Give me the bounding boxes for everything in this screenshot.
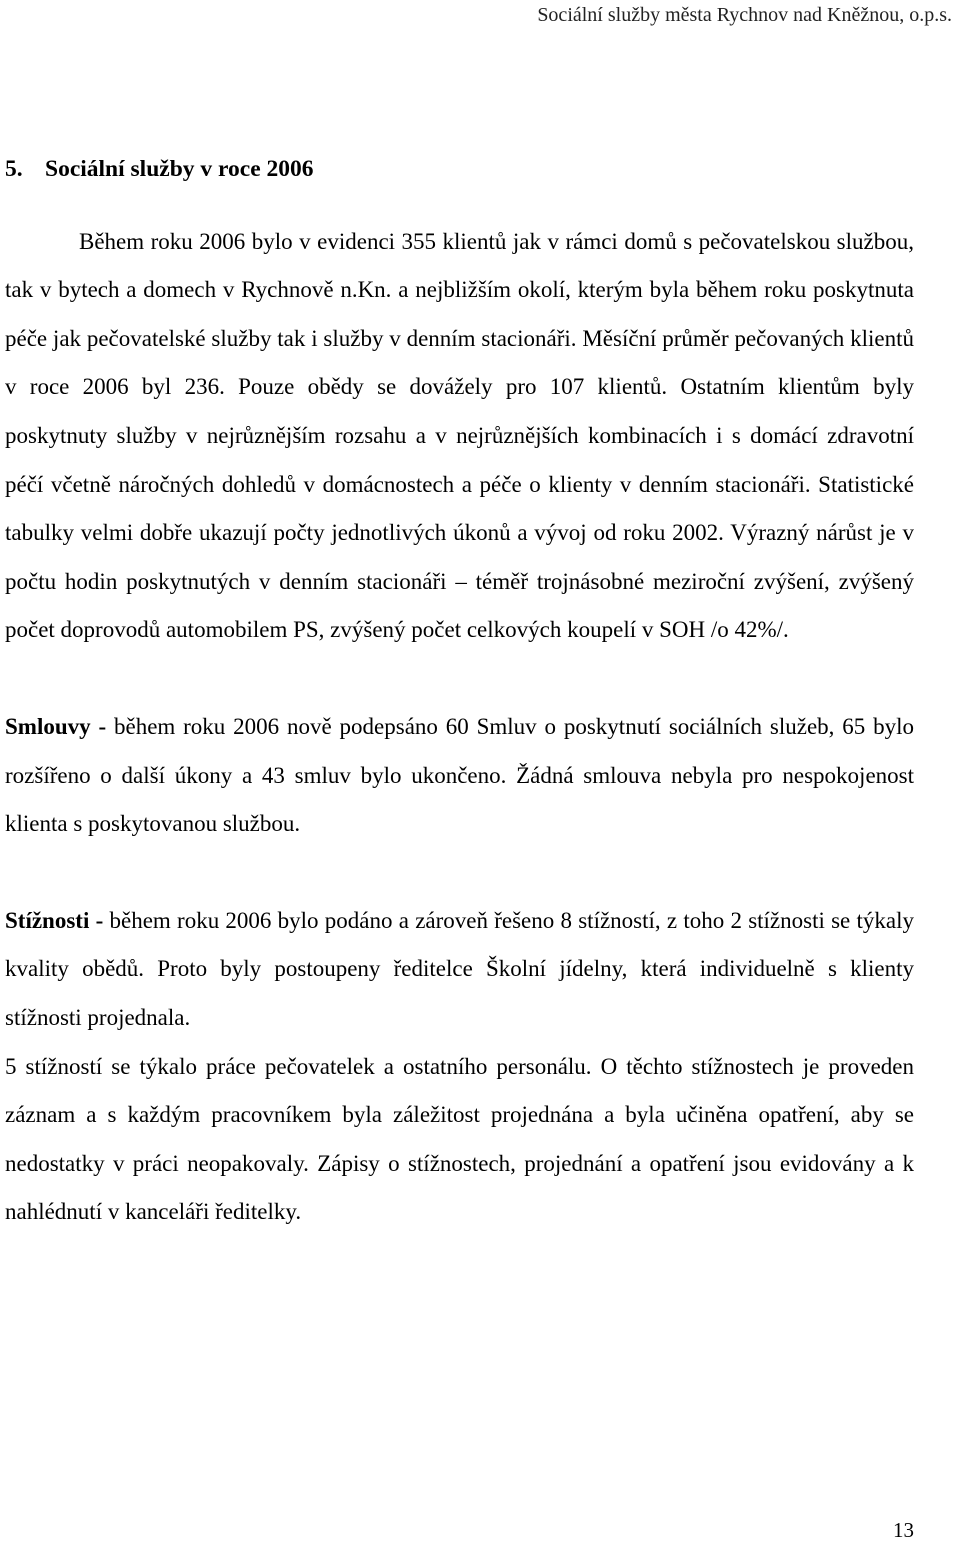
intro-paragraph: Během roku 2006 bylo v evidenci 355 klientů jak v rámci domů s pečovatelskou službou, tak v bytech a domech v Rychnově n.Kn. a nejbližším okolí, kterým byla během roku poskytnuta péče jak pečovatelské služby tak i služby v denním stacionáři. Měsíční průměr pečovaných klientů v roce 2006 byl 236. Pouze obědy se dovážely pro 107 klientů. Ostatním klientům byly poskytnuty služby v nejrůznějším rozsahu a v nejrůznějších kombinacích i s domácí zdravotní péčí včetně náročných dohledů v domácnostech a péče o klienty v denním stacionáři. Statistické tabulky velmi dobře ukazují počty jednotlivých úkonů a vývoj od roku 2002. Výrazný nárůst je v počtu hodin poskytnutých v denním stacionáři – téměř trojnásobné meziroční zvýšení, zvýšený počet doprovodů automobilem PS, zvýšený počet celkových koupelí v SOH /o 42%/. (5, 228, 914, 643)
section-heading (5, 145, 914, 194)
section-title: Sociální služby v roce 2006 (45, 156, 314, 182)
contracts-text: během roku 2006 nově podepsáno 60 Smluv o poskytnutí sociálních služeb, 65 bylo rozšířeno o další úkony a 43 smluv bylo ukončeno. Žádná smlouva nebyla pro nespokojenost klienta s poskytovanou službou. (5, 713, 914, 837)
document-body (5, 145, 914, 1237)
complaints-paragraph (5, 897, 914, 1043)
complaints-text: během roku 2006 bylo podáno a zároveň řešeno 8 stížností, z toho 2 stížnosti se týkaly kvality obědů. Proto byly postoupeny ředitelce Školní jídelny, která individuelně s klienty stížnosti projednala. (5, 907, 914, 1030)
section-number: 5. (5, 156, 23, 182)
complaints-label: Stížnosti - (5, 907, 104, 933)
running-header: Sociální služby města Rychnov nad Kněžnou, o.p.s. (537, 4, 952, 26)
page-number: 13 (893, 1518, 914, 1542)
complaints-followup-paragraph: 5 stížností se týkalo práce pečovatelek a ostatního personálu. O těchto stížnostech je proveden záznam a s každým pracovníkem byla záležitost projednána a byla učiněna opatření, aby se nedostatky v práci neopakovaly. Zápisy o stížnostech, projednání a opatření jsou evidovány a k nahlédnutí v kanceláři ředitelky. (5, 1053, 914, 1225)
contracts-label: Smlouvy - (5, 713, 107, 739)
contracts-paragraph (5, 703, 914, 849)
